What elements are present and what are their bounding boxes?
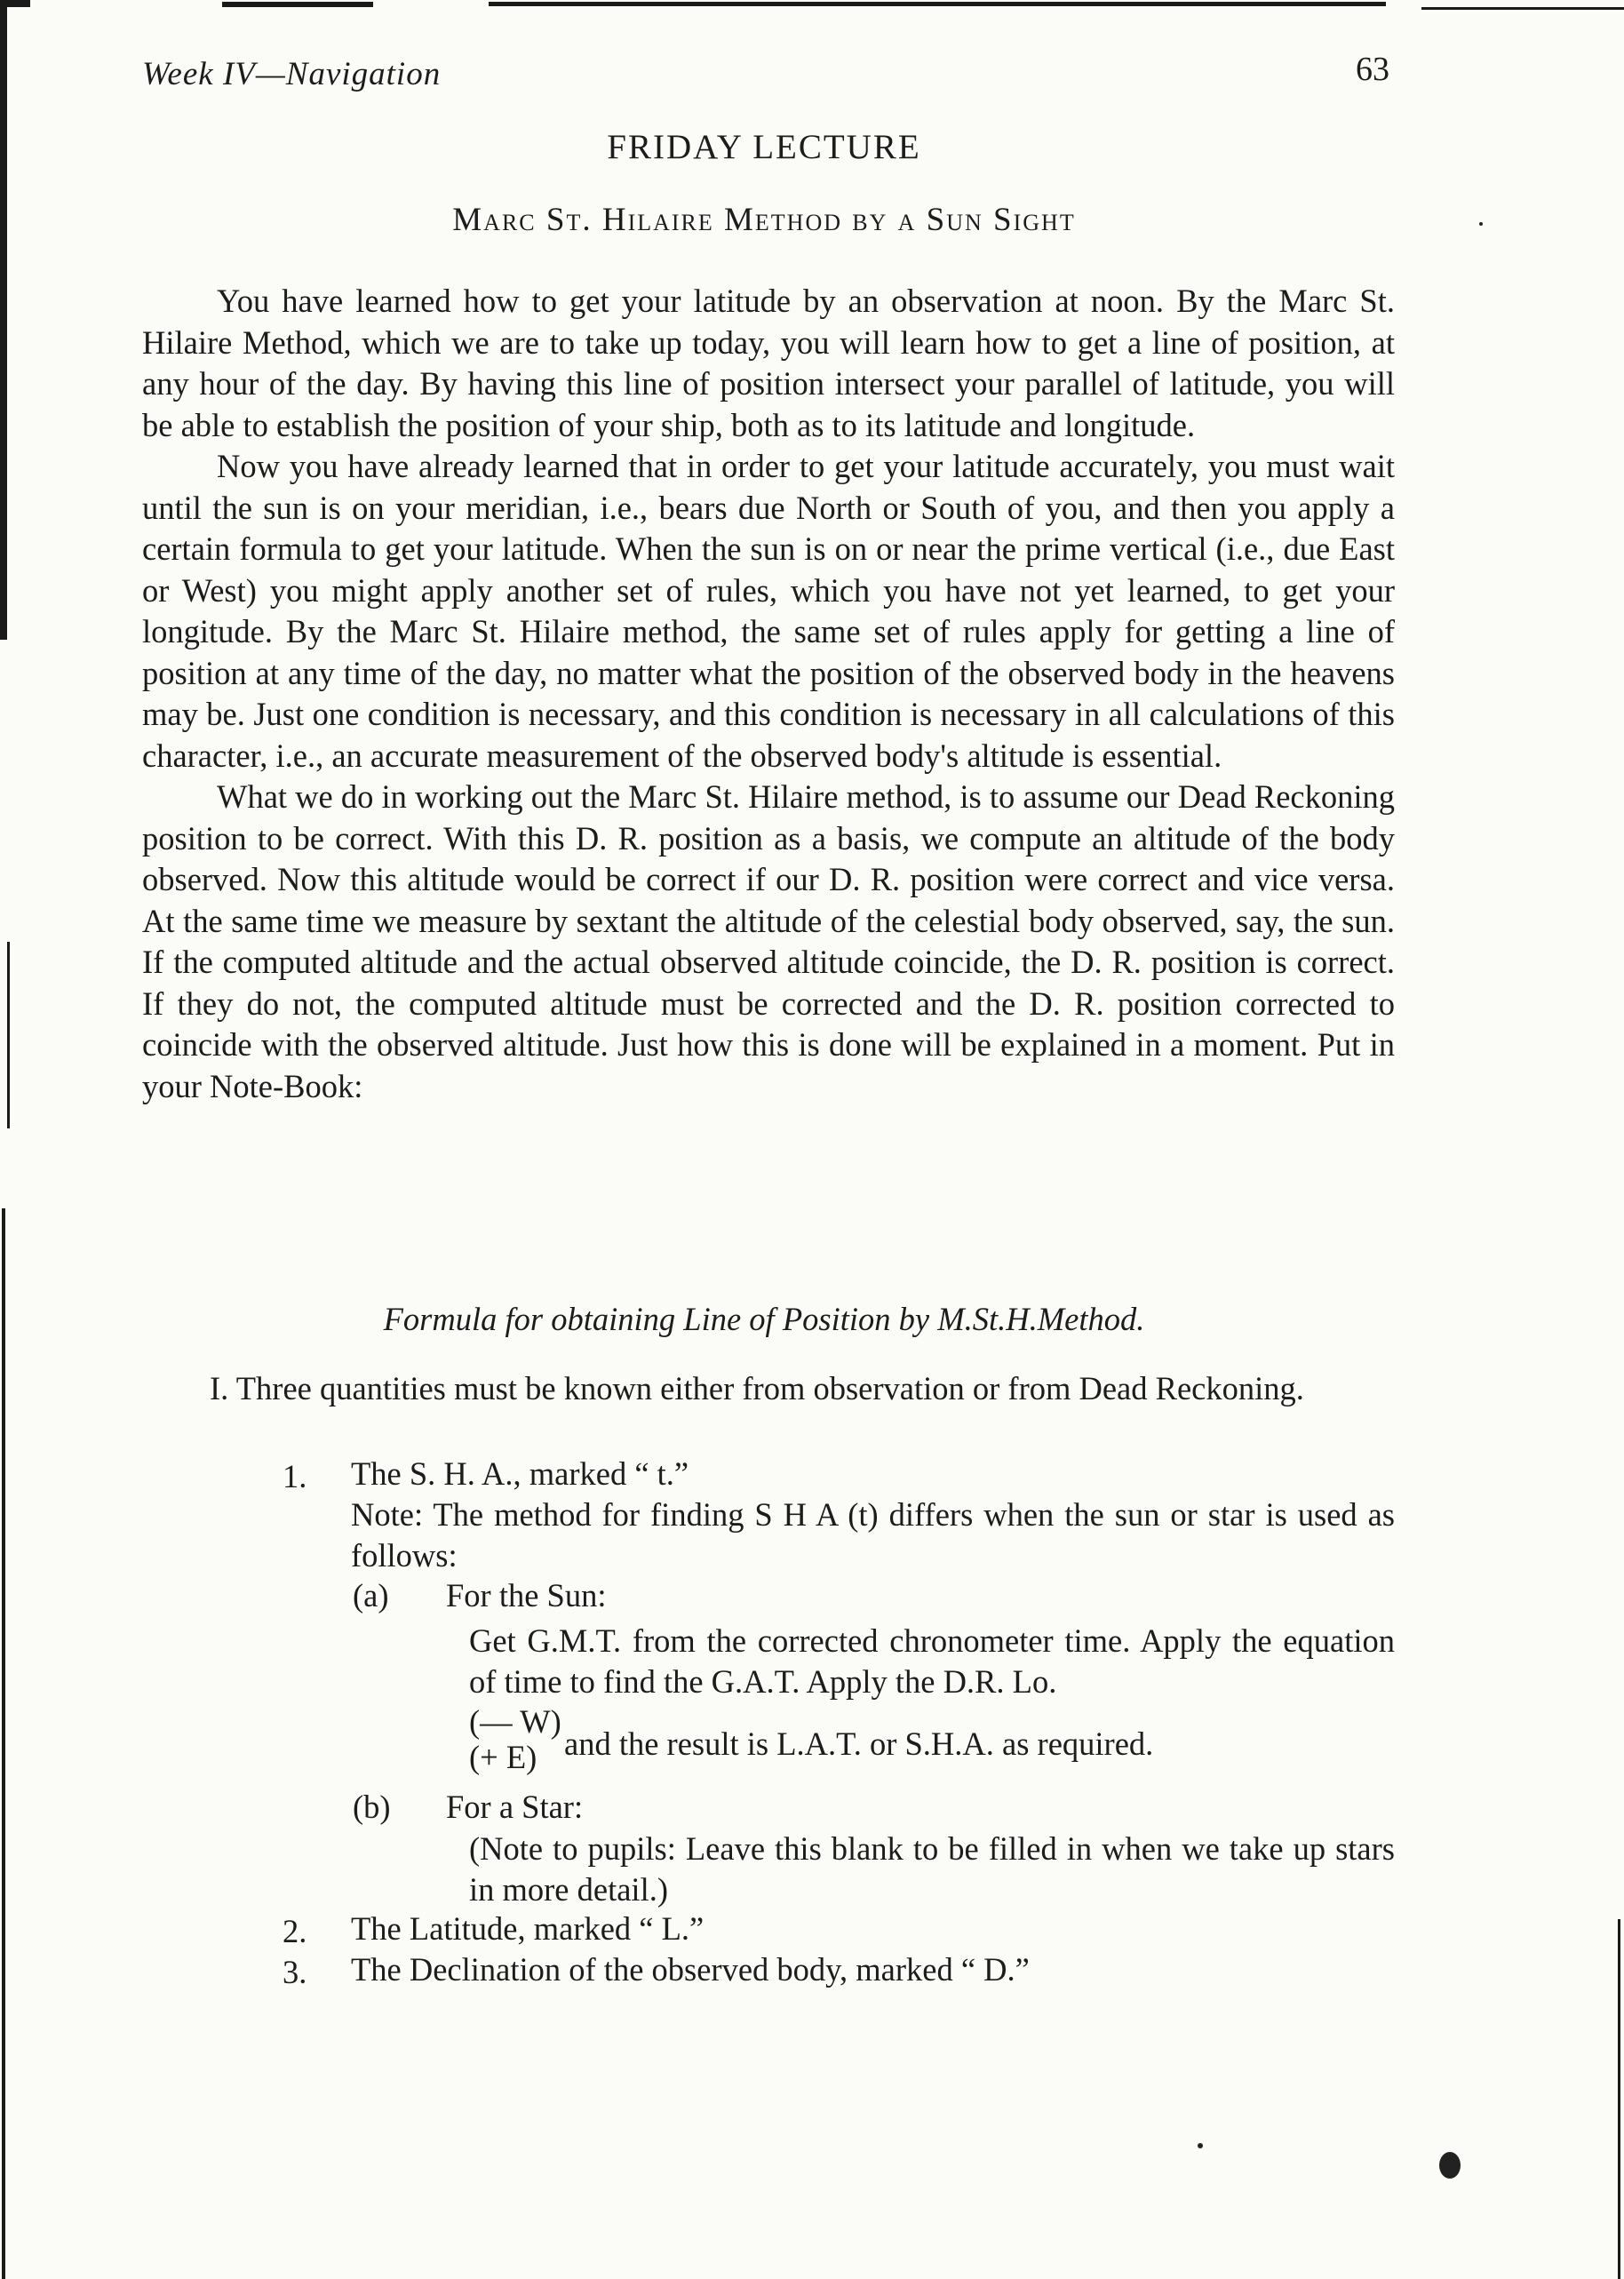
scan-border-left-mid [7,942,10,1128]
scan-speck [1198,2143,1203,2148]
scan-border-top-right [1421,7,1624,10]
scan-border-top-center [489,2,1386,6]
correction-west: (— W) [469,1703,561,1740]
paragraph: What we do in working out the Marc St. Hilaire method, is to assume our Dead Reckoning position to be correct. With this D. R. position as a basis, we compute an altitude of the body observed. Now this altitude would be correct if our D. R. position were correct and vice versa. At the same time we measure by sextant the altitude of the celestial body observed, say, the sun. If the computed altitude and the actual observed altitude coincide, the D. R. position is correct. If they do not, the computed altitude must be corrected and the D. R. position corrected to coincide with the observed altitude. Just how this is done will be explained in a moment. Put in your Note-Book: [142,778,1395,1104]
running-head-title: Week IV—Navigation [142,56,442,92]
item-note: Note: The method for finding S H A (t) differs when the sun or star is used as follows: [351,1496,1395,1574]
item-number: 2. [283,1913,307,1949]
body-text [142,281,1395,1107]
section-one [142,1368,1395,1409]
paragraph: You have learned how to get your latitude by an observation at noon. By the Marc St. Hilaire Method, which we are to take up today, you will learn how to get a line of position, at any hour of the day. By having this line of position intersect your parallel of latitude, you will be able to establish the position of your ship, both as to its latitude and longitude. [142,283,1395,443]
item-text: The Declination of the observed body, marked “ D.” [351,1951,1030,1988]
sub-item-result: and the result is L.A.T. or S.H.A. as required. [564,1725,1154,1762]
sub-item-title: For a Star: [446,1789,584,1825]
scan-border-top-left [222,2,373,7]
lecture-title: FRIDAY LECTURE [607,128,921,166]
scan-border-right-bottom [1618,1919,1620,2279]
correction-east: (+ E) [469,1739,537,1775]
item-text: The S. H. A., marked “ t.” [351,1455,689,1492]
sub-item-title: For the Sun: [446,1577,607,1614]
sub-item-body: Get G.M.T. from the corrected chronometer time. Apply the equation of time to find the G.A.T. Apply the D.R. Lo. [469,1622,1395,1700]
sub-item-label: (a) [353,1577,389,1614]
scan-corner-mark [0,0,30,7]
sub-item-body: (Note to pupils: Leave this blank to be filled in when we take up stars in more detail.) [469,1830,1395,1908]
section-title: Marc St. Hilaire Method by a Sun Sight [452,202,1076,238]
formula-title: Formula for obtaining Line of Position by M.St.H.Method. [383,1301,1145,1337]
scan-border-left-bottom [2,1208,5,2279]
scan-speck [1439,2152,1461,2179]
item-number: 1. [283,1458,307,1494]
item-number: 3. [283,1954,307,1990]
paragraph: Now you have already learned that in order to get your latitude accurately, you must wait until the sun is on your meridian, i.e., bears due North or South of you, and then you apply a certain formula to get your latitude. When the sun is on or near the prime vertical (i.e., due East or West) you might apply another set of rules, which you have not yet learned, to get your longitude. By the Marc St. Hilaire method, the same set of rules apply for getting a line of position at any time of the day, no matter what the position of the observed body in the heavens may be. Just one condition is necessary, and this condition is necessary in all calculations of this character, i.e., an accurate measurement of the observed body's altitude is essential. [142,448,1395,774]
scan-border-left-top [0,0,7,640]
item-text: The Latitude, marked “ L.” [351,1910,705,1947]
section-one-text: I. Three quantities must be known either from observation or from Dead Reckoning. [210,1370,1304,1406]
sub-item-label: (b) [353,1789,391,1825]
page-number: 63 [1356,51,1389,88]
